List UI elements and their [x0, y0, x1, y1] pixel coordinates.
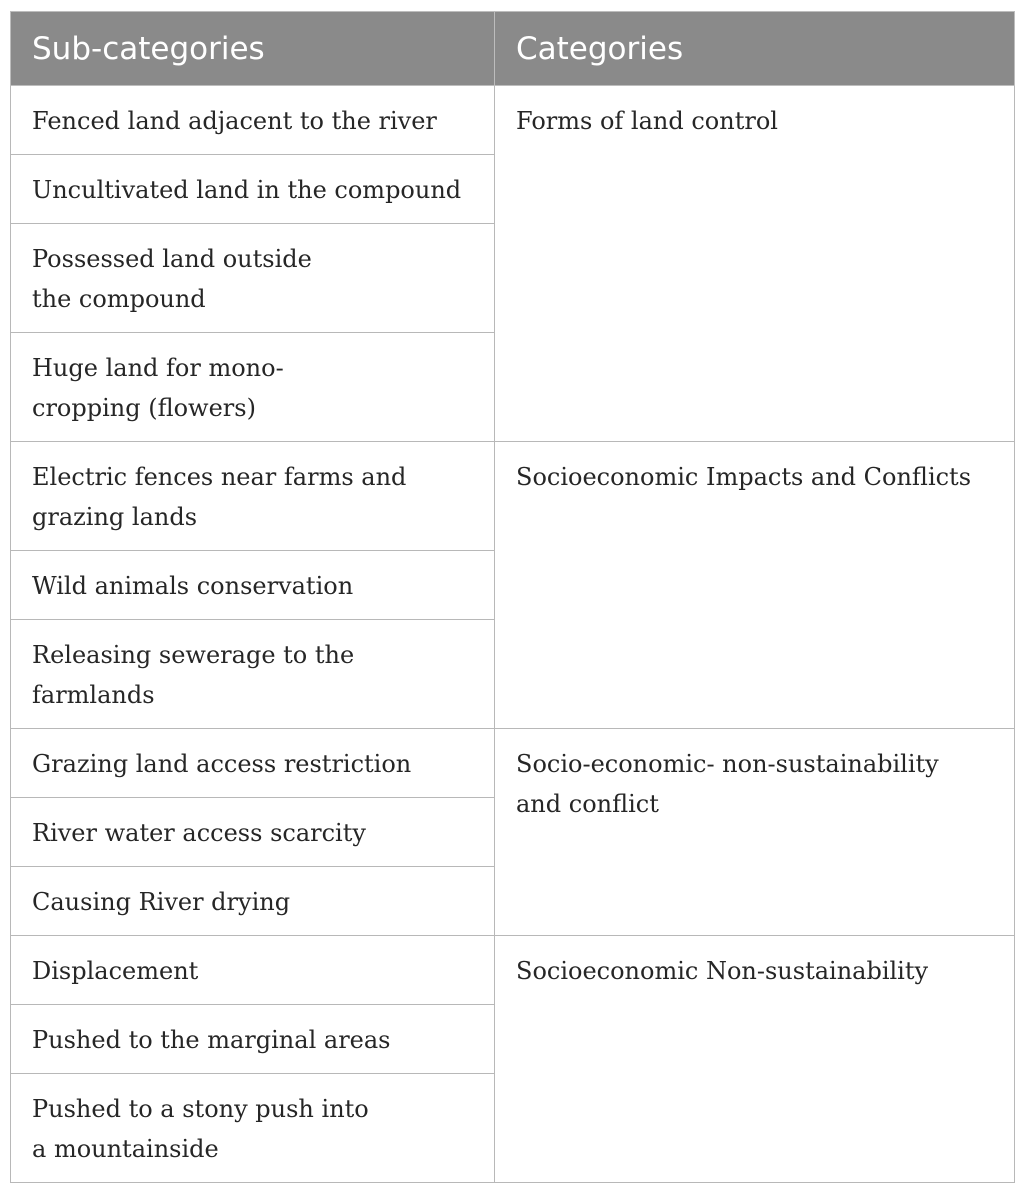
subcategory-cell: [11, 798, 495, 867]
categories-table: [10, 11, 1015, 1183]
subcategory-text: Uncultivated land in the compound: [32, 176, 462, 204]
table-row: [11, 936, 1015, 1005]
subcategory-text: grazing lands: [32, 503, 198, 531]
category-cell: [495, 936, 1015, 1183]
subcategory-cell: [11, 155, 495, 224]
category-cell: [495, 86, 1015, 442]
subcategory-text: Electric fences near farms and: [32, 463, 407, 491]
subcategory-text: Causing River drying: [32, 888, 291, 916]
subcategory-text: Possessed land outside: [32, 245, 312, 273]
subcategory-text: the compound: [32, 285, 206, 313]
subcategory-cell: [11, 620, 495, 729]
table-row: [11, 86, 1015, 155]
subcategory-text: Wild animals conservation: [32, 572, 354, 600]
subcategory-cell: [11, 1005, 495, 1074]
subcategory-cell: [11, 551, 495, 620]
category-text: Socioeconomic Non-sustainability: [516, 957, 929, 985]
category-text: Forms of land control: [516, 107, 778, 135]
subcategory-text: cropping (flowers): [32, 394, 256, 422]
category-text: and conflict: [516, 790, 659, 818]
subcategory-text: Grazing land access restriction: [32, 750, 412, 778]
subcategory-cell: [11, 442, 495, 551]
subcategory-text: a mountainside: [32, 1135, 219, 1163]
subcategory-text: Pushed to the marginal areas: [32, 1026, 391, 1054]
category-cell: [495, 729, 1015, 936]
header-subcategories: Sub-categories: [11, 12, 495, 86]
subcategory-text: Releasing sewerage to the farmlands: [32, 641, 355, 709]
table-row: [11, 729, 1015, 798]
table-row: [11, 442, 1015, 551]
subcategory-cell: [11, 729, 495, 798]
category-cell: [495, 442, 1015, 729]
subcategory-cell: [11, 224, 495, 333]
subcategory-text: Displacement: [32, 957, 199, 985]
header-row: [11, 12, 1015, 86]
subcategory-text: River water access scarcity: [32, 819, 366, 847]
subcategory-cell: [11, 333, 495, 442]
category-text: Socioeconomic Impacts and Conflicts: [516, 463, 972, 491]
subcategory-cell: [11, 1074, 495, 1183]
subcategory-cell: [11, 936, 495, 1005]
header-categories: Categories: [495, 12, 1015, 86]
subcategory-cell: [11, 86, 495, 155]
subcategory-text: Fenced land adjacent to the river: [32, 107, 437, 135]
subcategory-text: Pushed to a stony push into: [32, 1095, 369, 1123]
category-text: Socio-economic- non-sustainability: [516, 750, 939, 778]
subcategory-cell: [11, 867, 495, 936]
subcategory-text: Huge land for mono-: [32, 354, 284, 382]
